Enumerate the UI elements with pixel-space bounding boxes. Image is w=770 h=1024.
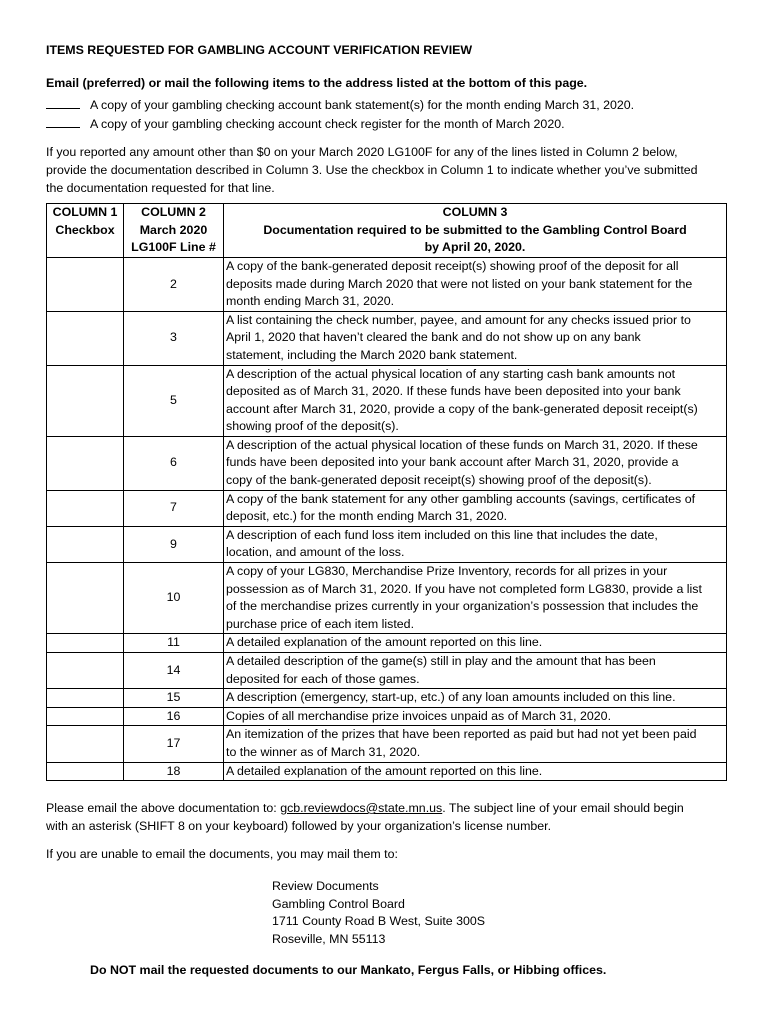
row-documentation: A description of each fund loss item included on this line that includes the date, location, and amount of the loss. xyxy=(224,526,727,562)
checklist-blank[interactable] xyxy=(46,96,80,109)
row-checkbox[interactable] xyxy=(47,365,124,436)
table-row xyxy=(47,726,727,762)
instructions-heading: Email (preferred) or mail the following items to the address listed at the bottom of this page. xyxy=(46,75,588,90)
row-documentation: A copy of your LG830, Merchandise Prize Inventory, records for all prizes in your possession as of March 31, 2020. If you have not completed form LG830, provide a list of the merchandise prizes currently in your organization’s possession that includes the purchase price of each item listed. xyxy=(224,563,727,634)
row-checkbox[interactable] xyxy=(47,634,124,653)
table-row xyxy=(47,707,727,726)
row-line-number: 7 xyxy=(124,490,224,526)
row-line-number: 10 xyxy=(124,563,224,634)
row-checkbox[interactable] xyxy=(47,762,124,781)
row-checkbox[interactable] xyxy=(47,653,124,689)
row-documentation: A copy of the bank-generated deposit receipt(s) showing proof of the deposit for all deposits made during March 2020 that were not listed on your bank statement for the month ending March 31, 2020. xyxy=(224,257,727,311)
mail-instructions: If you are unable to email the documents, you may mail them to: xyxy=(46,847,398,862)
table-row xyxy=(47,311,727,365)
table-row xyxy=(47,257,727,311)
intro-paragraph: If you reported any amount other than $0 on your March 2020 LG100F for any of the lines listed in Column 2 below, provide the documentation described in Column 3. Use the checkbox in Column 1 to indicate whether you’ve submitted the documentation requested for that line. xyxy=(46,145,698,195)
email-link[interactable]: gcb.reviewdocs@state.mn.us xyxy=(280,801,443,816)
row-checkbox[interactable] xyxy=(47,311,124,365)
checklist-blank[interactable] xyxy=(46,115,80,128)
document-page xyxy=(46,42,726,980)
column-3-header: COLUMN 3 Documentation required to be submitted to the Gambling Control Board by April 20, 2020. xyxy=(224,204,727,258)
row-documentation: An itemization of the prizes that have been reported as paid but had not yet been paid to the winner as of March 31, 2020. xyxy=(224,726,727,762)
mail-warning: Do NOT mail the requested documents to our Mankato, Fergus Falls, or Hibbing offices. xyxy=(90,963,607,978)
row-documentation: Copies of all merchandise prize invoices unpaid as of March 31, 2020. xyxy=(224,707,727,726)
column-1-header: COLUMN 1 Checkbox xyxy=(47,204,124,258)
row-documentation: A description (emergency, start-up, etc.) of any loan amounts included on this line. xyxy=(224,689,727,708)
row-line-number: 14 xyxy=(124,653,224,689)
row-documentation: A copy of the bank statement for any other gambling accounts (savings, certificates of deposit, etc.) for the month ending March 31, 2020. xyxy=(224,490,727,526)
row-checkbox[interactable] xyxy=(47,707,124,726)
email-instructions: Please email the above documentation to: gcb.reviewdocs@state.mn.us. The subject line of your email should begin with an asterisk (SHIFT 8 on your keyboard) followed by your organization’s license number. xyxy=(46,801,684,833)
row-documentation: A detailed explanation of the amount reported on this line. xyxy=(224,634,727,653)
row-line-number: 9 xyxy=(124,526,224,562)
row-checkbox[interactable] xyxy=(47,490,124,526)
row-checkbox[interactable] xyxy=(47,726,124,762)
table-row xyxy=(47,689,727,708)
row-line-number: 18 xyxy=(124,762,224,781)
column-2-header: COLUMN 2 March 2020 LG100F Line # xyxy=(124,204,224,258)
row-line-number: 3 xyxy=(124,311,224,365)
table-row xyxy=(47,762,727,781)
table-row xyxy=(47,526,727,562)
table-row xyxy=(47,365,727,436)
table-row xyxy=(47,490,727,526)
row-line-number: 15 xyxy=(124,689,224,708)
checklist-item: A copy of your gambling checking account bank statement(s) for the month ending March 31, 2020. xyxy=(46,96,726,115)
table-row xyxy=(47,436,727,490)
row-line-number: 2 xyxy=(124,257,224,311)
row-documentation: A list containing the check number, payee, and amount for any checks issued prior to April 1, 2020 that haven’t cleared the bank and do not show up on any bank statement, including the March 2020 bank statement. xyxy=(224,311,727,365)
table-row xyxy=(47,563,727,634)
row-documentation: A description of the actual physical location of any starting cash bank amounts not deposited as of March 31, 2020. If these funds have been deposited into your bank account after March 31, 2020, provide a copy of the bank-generated deposit receipt(s) showing proof of the deposit(s). xyxy=(224,365,727,436)
documentation-table xyxy=(46,203,727,781)
row-checkbox[interactable] xyxy=(47,257,124,311)
row-line-number: 6 xyxy=(124,436,224,490)
row-line-number: 16 xyxy=(124,707,224,726)
row-checkbox[interactable] xyxy=(47,689,124,708)
row-line-number: 11 xyxy=(124,634,224,653)
row-checkbox[interactable] xyxy=(47,436,124,490)
checklist-item: A copy of your gambling checking account check register for the month of March 2020. xyxy=(46,115,726,134)
row-checkbox[interactable] xyxy=(47,526,124,562)
row-documentation: A description of the actual physical location of these funds on March 31, 2020. If these funds have been deposited into your bank account after March 31, 2020, provide a copy of the bank-generated deposit receipt(s) showing proof of the deposit(s). xyxy=(224,436,727,490)
mailing-address: Review Documents Gambling Control Board 1711 County Road B West, Suite 300S Roseville, MN 55113 xyxy=(272,878,486,946)
table-row xyxy=(47,634,727,653)
row-line-number: 5 xyxy=(124,365,224,436)
row-line-number: 17 xyxy=(124,726,224,762)
row-documentation: A detailed description of the game(s) still in play and the amount that has been deposited for each of those games. xyxy=(224,653,727,689)
row-documentation: A detailed explanation of the amount reported on this line. xyxy=(224,762,727,781)
table-row xyxy=(47,653,727,689)
row-checkbox[interactable] xyxy=(47,563,124,634)
page-title: ITEMS REQUESTED FOR GAMBLING ACCOUNT VERIFICATION REVIEW xyxy=(46,43,473,57)
